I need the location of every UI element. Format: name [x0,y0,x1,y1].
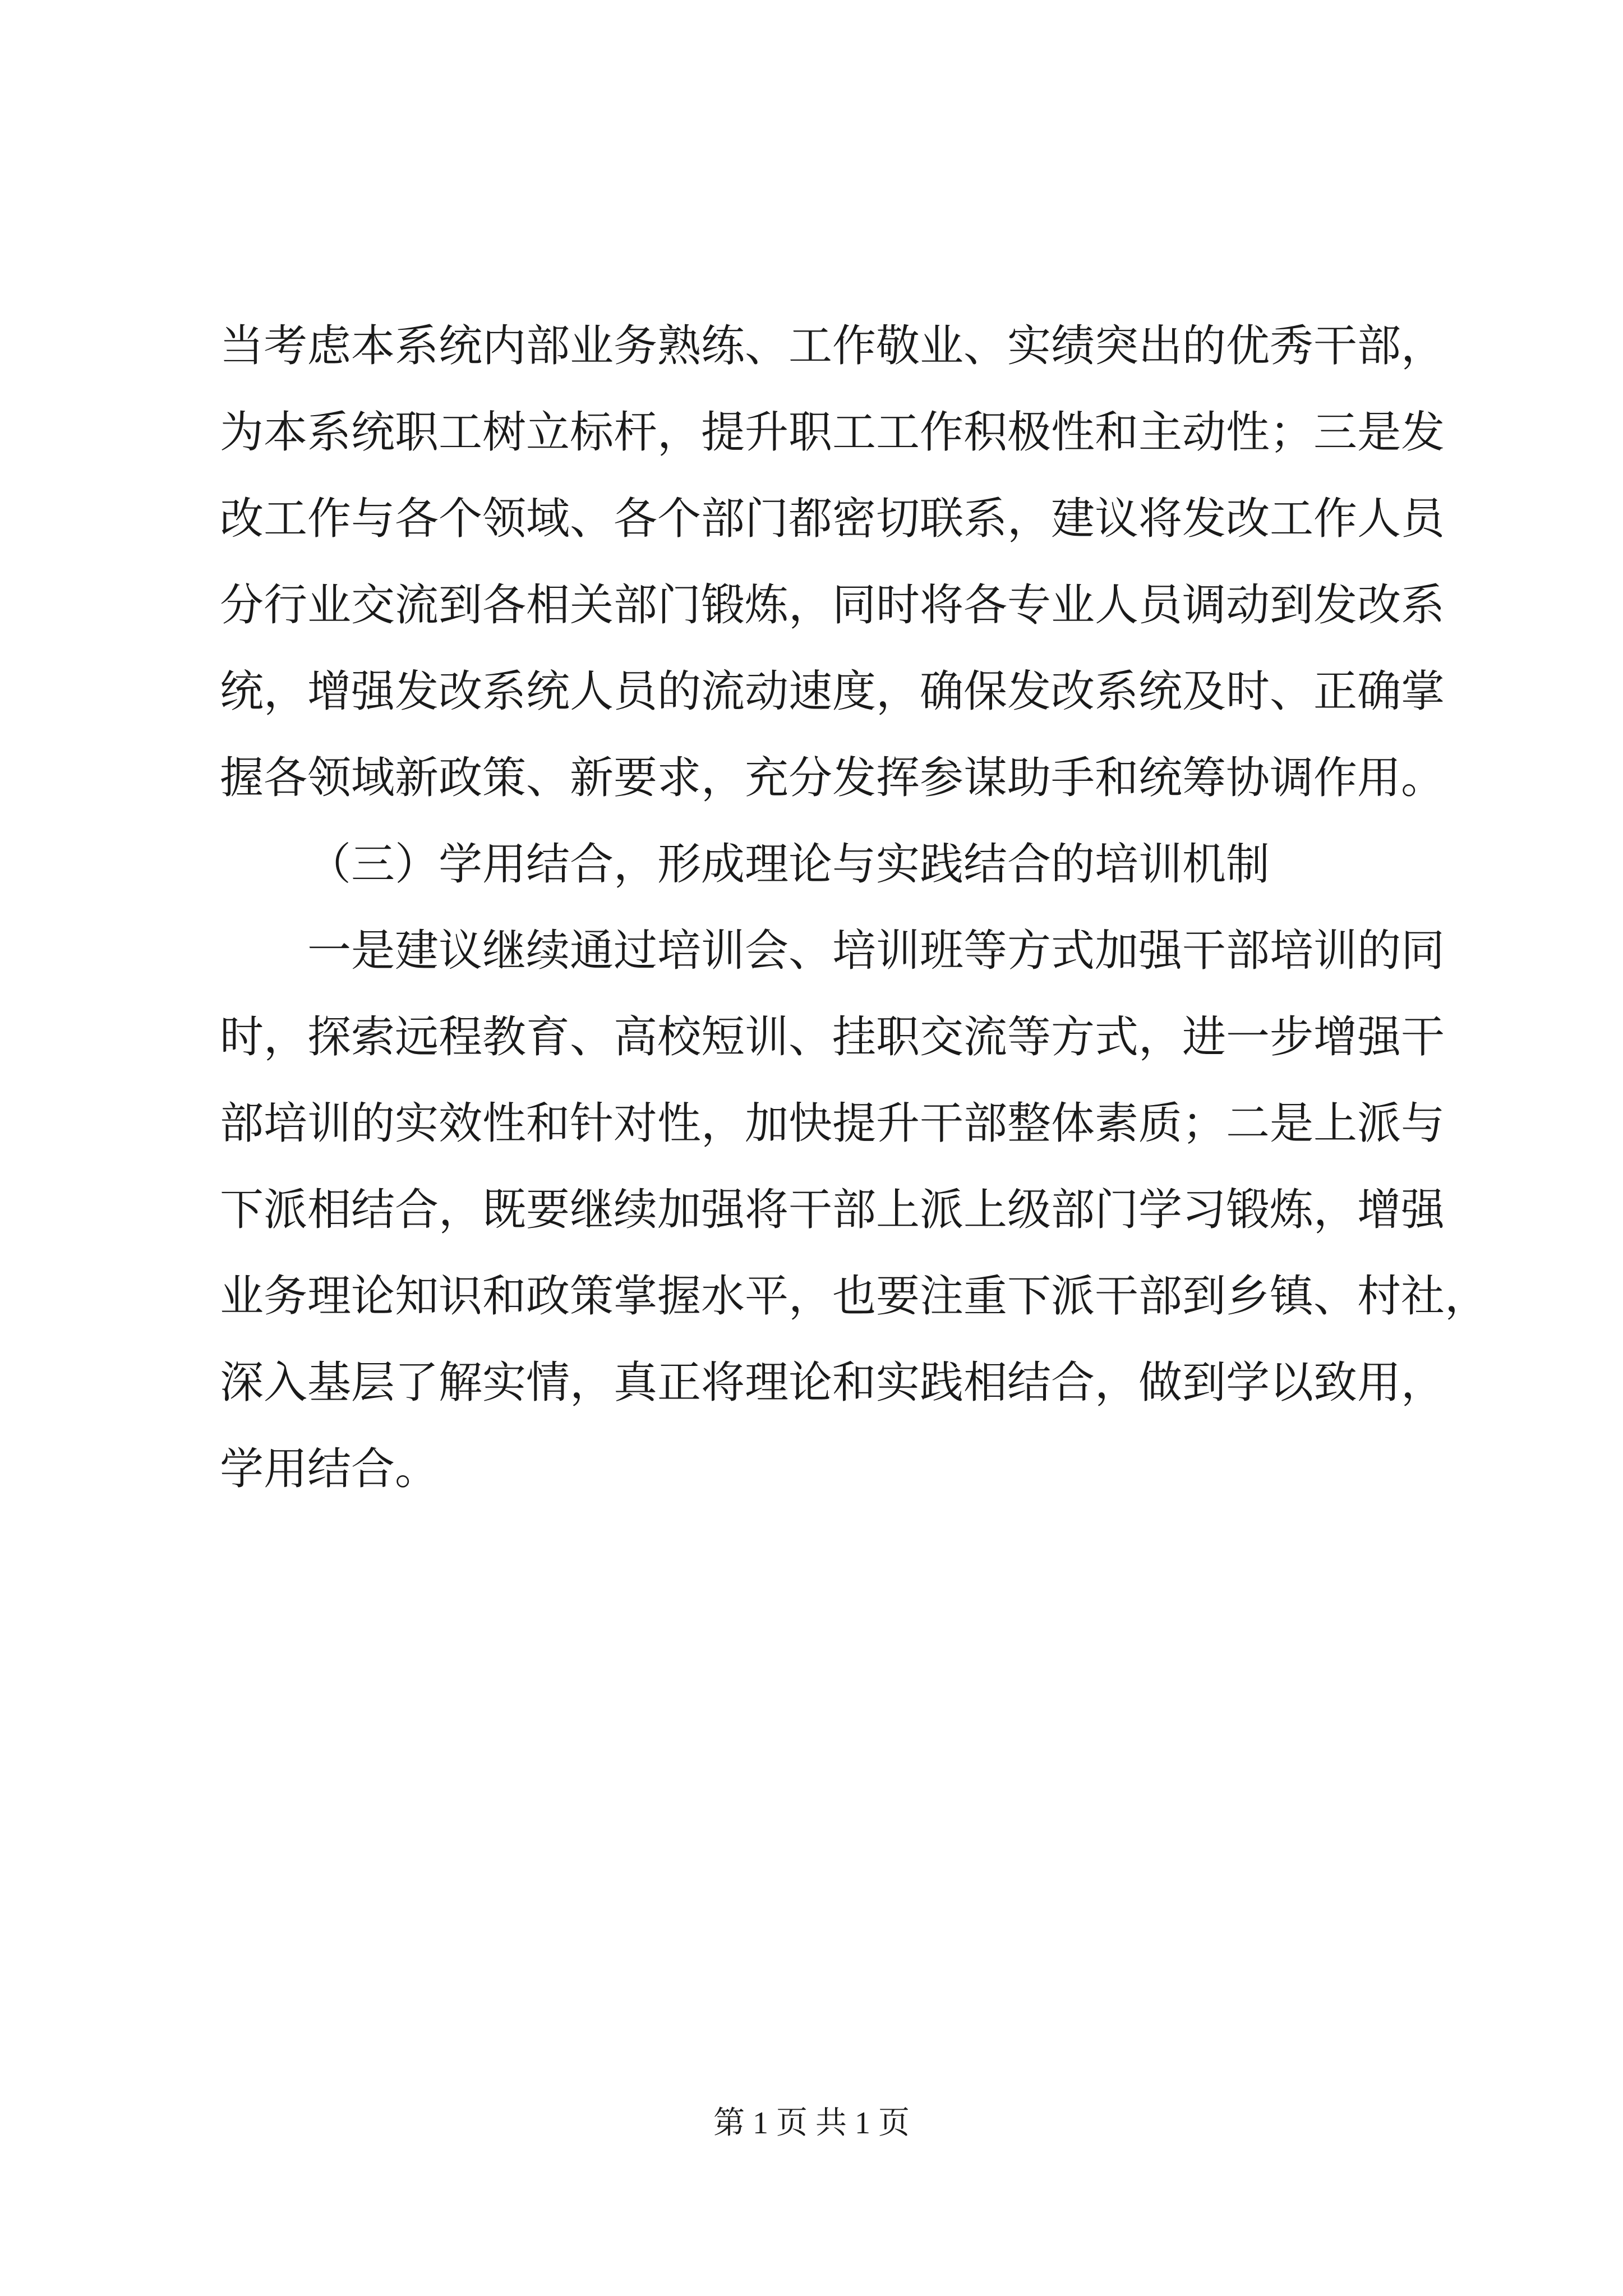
paragraph1-line-2: 为本系统职工树立标杆，提升职工工作积极性和主动性；三是发 [220,407,1445,458]
paragraph2-line-3: 部培训的实效性和针对性，加快提升干部整体素质；二是上派与 [220,1098,1445,1149]
page-footer [0,2101,1623,2146]
paragraph1-line-5: 统，增强发改系统人员的流动速度，确保发改系统及时、正确掌 [220,666,1445,717]
paragraph2-line-7: 学用结合。 [220,1444,439,1494]
section-heading: （三）学用结合，形成理论与实践结合的培训机制 [307,839,1270,890]
paragraph2-line-4: 下派相结合，既要继续加强将干部上派上级部门学习锻炼，增强 [220,1185,1445,1235]
paragraph1-line-4: 分行业交流到各相关部门锻炼，同时将各专业人员调动到发改系 [220,580,1445,631]
paragraph1-line-1: 当考虑本系统内部业务熟练、工作敬业、实绩突出的优秀干部， [220,321,1445,371]
paragraph1-line-3: 改工作与各个领域、各个部门都密切联系，建议将发改工作人员 [220,494,1445,544]
document-body [220,303,1489,1512]
paragraph2-line-2: 时，探索远程教育、高校短训、挂职交流等方式，进一步增强干 [220,1012,1445,1062]
paragraph2-line-5: 业务理论知识和政策掌握水平，也要注重下派干部到乡镇、村社， [220,1271,1489,1322]
paragraph2-line-6: 深入基层了解实情，真正将理论和实践相结合，做到学以致用， [220,1358,1445,1408]
paragraph2-line-1: 一是建议继续通过培训会、培训班等方式加强干部培训的同 [307,926,1445,976]
paragraph1-line-6: 握各领域新政策、新要求，充分发挥参谋助手和统筹协调作用。 [220,753,1445,803]
page-number-indicator: 第 1 页 共 1 页 [713,2106,910,2141]
